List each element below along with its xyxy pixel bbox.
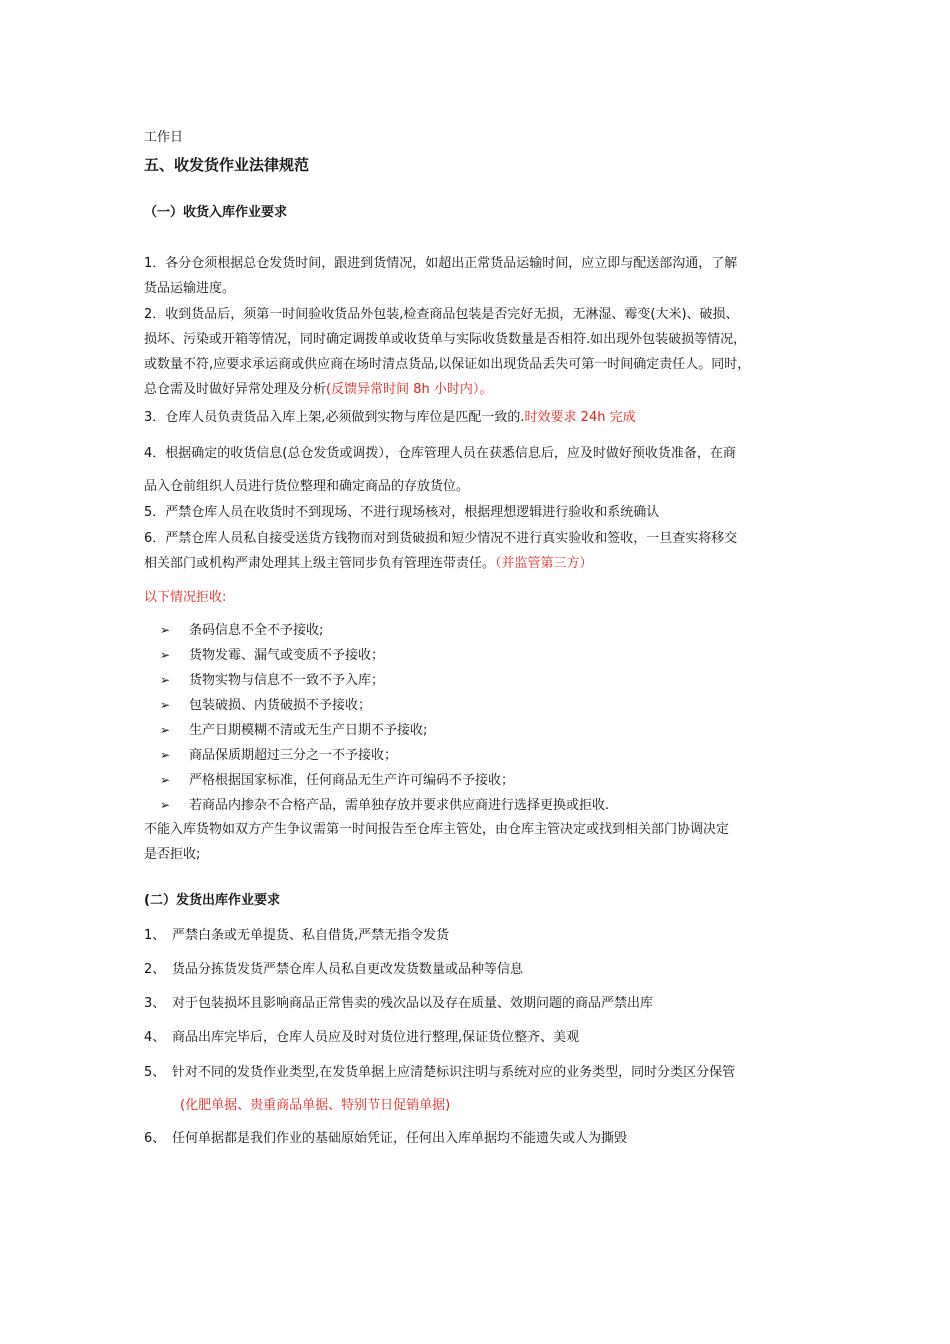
s1-paragraph-4-line-2: 品入仓前组织人员进行货位整理和确定商品的存放货位。 (144, 479, 470, 494)
s1-paragraph-1-line-1: 1．各分仓须根据总仓发货时间，跟进到货情况，如超出正常货品运输时间，应立即与配送部沟通，了解 (144, 256, 738, 271)
reject-item: ➢ 商品保质期超过三分之一不予接收； (160, 748, 398, 763)
bullet-arrow-icon: ➢ (160, 623, 171, 637)
p6-note: （并监管第三方） (495, 556, 593, 571)
bullet-arrow-icon: ➢ (160, 673, 171, 687)
s1-paragraph-2-line-2: 损坏、污染或开箱等情况，同时确定调拨单或收货单与实际收货数量是否相符.如出现外包装破损等情况， (144, 332, 747, 347)
dispute-line-1: 不能入库货物如双方产生争议需第一时间报告至仓库主管处，由仓库主管决定或找到相关部门协调决定 (144, 822, 730, 837)
reject-item: ➢ 货物实物与信息不一致不予入库； (160, 673, 385, 688)
p3-deadline-note: 时效要求 24h 完成 (524, 410, 636, 425)
p2-text: 总仓需及时做好异常处理及分析 (144, 382, 327, 397)
bullet-arrow-icon: ➢ (160, 723, 171, 737)
s1-paragraph-3 (144, 409, 636, 427)
section2-heading: (二）发货出库作业要求 (144, 893, 280, 908)
reject-heading: 以下情况拒收: (144, 590, 227, 605)
s2-item: 6、 任何单据都是我们作业的基础原始凭证，任何出入库单据均不能遗失或人为撕毁 (144, 1131, 628, 1146)
s1-paragraph-2-line-1: 2．收到货品后，须第一时间验收货品外包装,检查商品包装是否完好无损，无淋湿、霉变(大米)、破损、 (144, 307, 739, 322)
bullet-arrow-icon: ➢ (160, 798, 171, 812)
reject-item: ➢ 严格根据国家标准，任何商品无生产许可编码不予接收； (160, 773, 515, 788)
reject-item: ➢ 若商品内掺杂不合格产品，需单独存放并要求供应商进行选择更换或拒收. (160, 798, 610, 813)
s1-paragraph-4-line-1: 4．根据确定的收货信息(总仓发货或调拨），仓库管理人员在获悉信息后，应及时做好预收货准备，在商 (144, 446, 736, 461)
p3-text: 3．仓库人员负责货品入库上架,必须做到实物与库位是匹配一致的. (144, 410, 525, 425)
reject-item: ➢ 条码信息不全不予接收; (160, 623, 324, 638)
dispute-line-2: 是否拒收; (144, 847, 201, 862)
s2-item: 3、 对于包装损坏且影响商品正常售卖的残次品以及存在质量、效期问题的商品严禁出库 (144, 996, 654, 1011)
reject-item: ➢ 生产日期模糊不清或无生产日期不予接收; (160, 723, 428, 738)
s1-paragraph-1-line-2: 货品运输进度。 (144, 281, 236, 296)
s1-paragraph-2-line-3: 或数量不符,应要求承运商或供应商在场时清点货品,以保证如出现货品丢失可第一时间确定责任人。同时， (144, 357, 751, 372)
bullet-arrow-icon: ➢ (160, 648, 171, 662)
s1-paragraph-6-line-2 (144, 555, 593, 573)
s2-item: 1、 严禁白条或无单提货、私自借货,严禁无指令发货 (144, 928, 450, 943)
s2-item: 5、 针对不同的发货作业类型,在发货单据上应清楚标识注明与系统对应的业务类型，同时分类区分保管 (144, 1065, 736, 1080)
s2-item: 4、 商品出库完毕后，仓库人员应及时对货位进行整理,保证货位整齐、美观 (144, 1030, 580, 1045)
s1-paragraph-6-line-1: 6．严禁仓库人员私自接受送货方钱物而对到货破损和短少情况不进行真实验收和签收，一旦查实将移交 (144, 531, 738, 546)
document-title: 五、收发货作业法律规范 (144, 156, 310, 174)
bullet-arrow-icon: ➢ (160, 698, 171, 712)
s1-paragraph-2-line-4 (144, 381, 492, 399)
header-fragment: 工作日 (144, 130, 184, 145)
reject-item: ➢ 包装破损、内货破损不予接收； (160, 698, 372, 713)
s2-item5-note: (化肥单据、贵重商品单据、特别节日促销单据) (180, 1098, 451, 1113)
p2-deadline-note: (反馈异常时间 8h 小时内）。 (326, 382, 493, 397)
reject-item: ➢ 货物发霉、漏气或变质不予接收； (160, 648, 385, 663)
s1-paragraph-5: 5．严禁仓库人员在收货时不到现场、不进行现场核对，根据理想逻辑进行验收和系统确认 (144, 505, 660, 520)
section1-heading: （一）收货入库作业要求 (144, 205, 288, 220)
bullet-arrow-icon: ➢ (160, 773, 171, 787)
p6-text: 相关部门或机构严肃处理其上级主管同步负有管理连带责任。 (144, 556, 496, 571)
s2-item: 2、 货品分拣货发货严禁仓库人员私自更改发货数量或品种等信息 (144, 962, 524, 977)
bullet-arrow-icon: ➢ (160, 748, 171, 762)
